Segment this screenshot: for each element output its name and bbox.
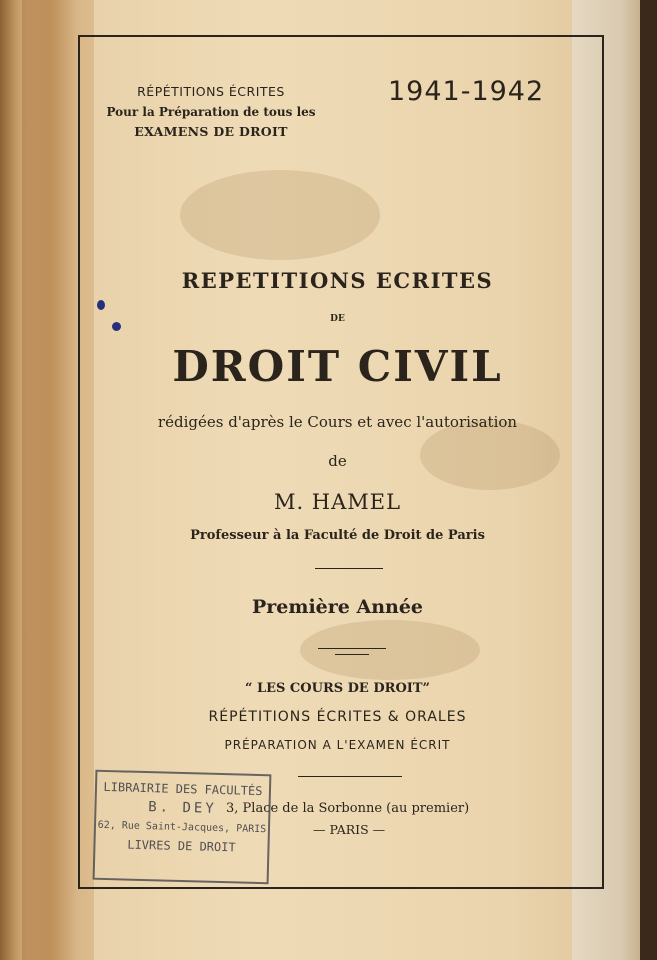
divider [315, 568, 383, 569]
ink-spot [97, 300, 105, 310]
publisher-address: 3, Place de la Sorbonne (au premier) [226, 801, 470, 816]
header-line-2: Pour la Préparation de tous les [106, 105, 316, 119]
publisher-line-3: PRÉPARATION A L'EXAMEN ÉCRIT [224, 738, 451, 752]
divider [318, 648, 386, 649]
author: M. HAMEL [273, 490, 402, 514]
main-title: DROIT CIVIL [172, 342, 503, 391]
professor-line: Professeur à la Faculté de Droit de Paris [190, 528, 485, 543]
subtitle: rédigées d'après le Cours et avec l'autorisation [157, 413, 518, 431]
publisher-name: “ LES COURS DE DROIT” [244, 681, 431, 696]
year-level: Première Année [251, 596, 424, 618]
ink-spot [112, 322, 121, 331]
title-line-1: REPETITIONS ECRITES [181, 268, 494, 293]
bookseller-stamp [93, 770, 272, 885]
header-block [100, 82, 322, 142]
publisher-line-2: RÉPÉTITIONS ÉCRITES & ORALES [208, 709, 467, 725]
header-line-3: EXAMENS DE DROIT [134, 124, 288, 139]
subtitle-de: de [328, 452, 347, 470]
stamp-line-4: LIVRES DE DROIT [127, 837, 236, 855]
publisher-city: — PARIS — [313, 822, 386, 837]
page-edge-dark [640, 0, 657, 960]
title-de: DE [330, 314, 345, 324]
header-line-1: RÉPÉTITIONS ÉCRITES [137, 84, 285, 99]
divider [298, 776, 402, 777]
divider [335, 654, 369, 655]
year: 1941-1942 [388, 76, 545, 107]
stamp-line-3: 62, Rue Saint-Jacques, PARIS [97, 819, 267, 836]
stamp-line-1: LIBRAIRIE DES FACULTÉS [103, 779, 263, 799]
stamp-line-2: B. DEY [148, 799, 217, 817]
